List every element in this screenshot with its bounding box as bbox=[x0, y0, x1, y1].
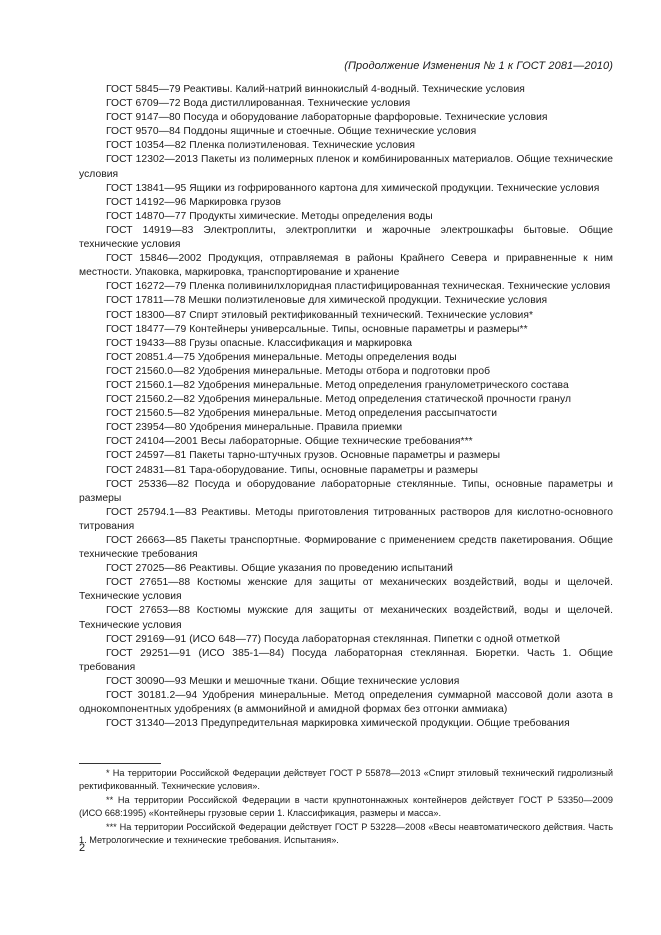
reference-item: ГОСТ 14919—83 Электроплиты, электроплитки и жарочные электрошкафы бытовые. Общие технические условия bbox=[79, 224, 613, 251]
reference-item: ГОСТ 30181.2—94 Удобрения минеральные. Метод определения суммарной массовой доли азота в однокомпонентных удобрениях (в аммонийной и амидной формах без отгонки аммиака) bbox=[79, 690, 613, 716]
reference-item: ГОСТ 27653—88 Костюмы мужские для защиты от механических воздействий, воды и щелочей. Технические условия bbox=[79, 605, 613, 631]
reference-item: ГОСТ 9570—84 Поддоны ящичные и стоечные. Общие технические условия bbox=[106, 126, 477, 138]
reference-item: ГОСТ 14870—77 Продукты химические. Методы определения воды bbox=[106, 210, 433, 222]
footnote-separator bbox=[79, 763, 161, 764]
reference-item: ГОСТ 5845—79 Реактивы. Калий-натрий виннокислый 4-водный. Технические условия bbox=[106, 84, 525, 95]
reference-item: ГОСТ 10354—82 Пленка полиэтиленовая. Технические условия bbox=[106, 140, 416, 152]
normative-references-list bbox=[79, 83, 613, 731]
reference-item: ГОСТ 25794.1—83 Реактивы. Методы приготовления титрованных растворов для кислотно-основного титрования bbox=[79, 506, 613, 532]
reference-item: ГОСТ 26663—85 Пакеты транспортные. Формирование с применением средств пакетирования. Общие технические требования bbox=[79, 535, 613, 561]
reference-item: ГОСТ 9147—80 Посуда и оборудование лабораторные фарфоровые. Технические условия bbox=[106, 112, 548, 124]
reference-item: ГОСТ 14192—96 Маркировка грузов bbox=[106, 196, 282, 208]
reference-item: ГОСТ 21560.2—82 Удобрения минеральные. Метод определения статической прочности гранул bbox=[106, 394, 572, 406]
footnote: *** На территории Российской Федерации действует ГОСТ Р 53228—2008 «Весы неавтоматического действия. Часть 1. Метрологические и технические требования. Испытания». bbox=[79, 821, 613, 845]
reference-item: ГОСТ 16272—79 Пленка поливинилхлоридная пластифицированная техническая. Технические условия bbox=[106, 281, 611, 293]
reference-item: ГОСТ 21560.1—82 Удобрения минеральные. Метод определения гранулометрического состава bbox=[106, 379, 569, 391]
reference-item: ГОСТ 24597—81 Пакеты тарно-штучных грузов. Основные параметры и размеры bbox=[106, 450, 501, 462]
reference-item: ГОСТ 17811—78 Мешки полиэтиленовые для химической продукции. Технические условия bbox=[106, 295, 548, 307]
reference-item: ГОСТ 31340—2013 Предупредительная маркировка химической продукции. Общие требования bbox=[106, 718, 570, 730]
reference-item: ГОСТ 18477—79 Контейнеры универсальные. Типы, основные параметры и размеры** bbox=[106, 323, 528, 335]
reference-item: ГОСТ 19433—88 Грузы опасные. Классификация и маркировка bbox=[106, 337, 413, 349]
reference-item: ГОСТ 27025—86 Реактивы. Общие указания по проведению испытаний bbox=[106, 563, 453, 575]
reference-item: ГОСТ 18300—87 Спирт этиловый ректификованный технический. Технические условия* bbox=[106, 309, 534, 321]
reference-item: ГОСТ 15846—2002 Продукция, отправляемая в районы Крайнего Севера и приравненные к ним местности. Упаковка, маркировка, транспортирование и хранение bbox=[79, 253, 613, 279]
reference-item: ГОСТ 13841—95 Ящики из гофрированного картона для химической продукции. Технические условия bbox=[106, 182, 600, 194]
reference-item: ГОСТ 24104—2001 Весы лабораторные. Общие технические требования*** bbox=[106, 436, 473, 448]
reference-item: ГОСТ 30090—93 Мешки и мешочные ткани. Общие технические условия bbox=[106, 675, 460, 687]
reference-item: ГОСТ 27651—88 Костюмы женские для защиты от механических воздействий, воды и щелочей. Технические условия bbox=[79, 577, 613, 603]
reference-item: ГОСТ 29251—91 (ИСО 385-1—84) Посуда лабораторная стеклянная. Бюретки. Часть 1. Общие требования bbox=[79, 647, 613, 673]
reference-item: ГОСТ 21560.0—82 Удобрения минеральные. Методы отбора и подготовки проб bbox=[106, 365, 491, 377]
reference-item: ГОСТ 25336—82 Посуда и оборудование лабораторные стеклянные. Типы, основные параметры и размеры bbox=[79, 478, 613, 504]
reference-item: ГОСТ 23954—80 Удобрения минеральные. Правила приемки bbox=[106, 422, 403, 434]
footnote: ** На территории Российской Федерации в части крупнотоннажных контейнеров действует ГОСТ Р 53350—2009 (ИСО 668:1995) «Контейнеры грузовые серии 1. Классификация, размеры и масса». bbox=[79, 794, 613, 818]
footnote: * На территории Российской Федерации действует ГОСТ Р 55878—2013 «Спирт этиловый технический гидролизный ректификованный. Технические условия». bbox=[79, 768, 613, 791]
reference-item: ГОСТ 21560.5—82 Удобрения минеральные. Метод определения рассыпчатости bbox=[106, 408, 497, 420]
footnotes bbox=[79, 767, 613, 847]
reference-item: ГОСТ 6709—72 Вода дистиллированная. Технические условия bbox=[106, 98, 411, 110]
reference-item: ГОСТ 29169—91 (ИСО 648—77) Посуда лабораторная стеклянная. Пипетки с одной отметкой bbox=[106, 633, 561, 645]
reference-item: ГОСТ 20851.4—75 Удобрения минеральные. Методы определения воды bbox=[106, 351, 457, 363]
continuation-header: (Продолжение Изменения № 1 к ГОСТ 2081—2010) bbox=[344, 60, 613, 72]
reference-item: ГОСТ 24831—81 Тара-оборудование. Типы, основные параметры и размеры bbox=[106, 464, 478, 476]
page-number: 2 bbox=[79, 842, 86, 854]
reference-item: ГОСТ 12302—2013 Пакеты из полимерных пленок и комбинированных материалов. Общие технические условия bbox=[79, 154, 613, 180]
